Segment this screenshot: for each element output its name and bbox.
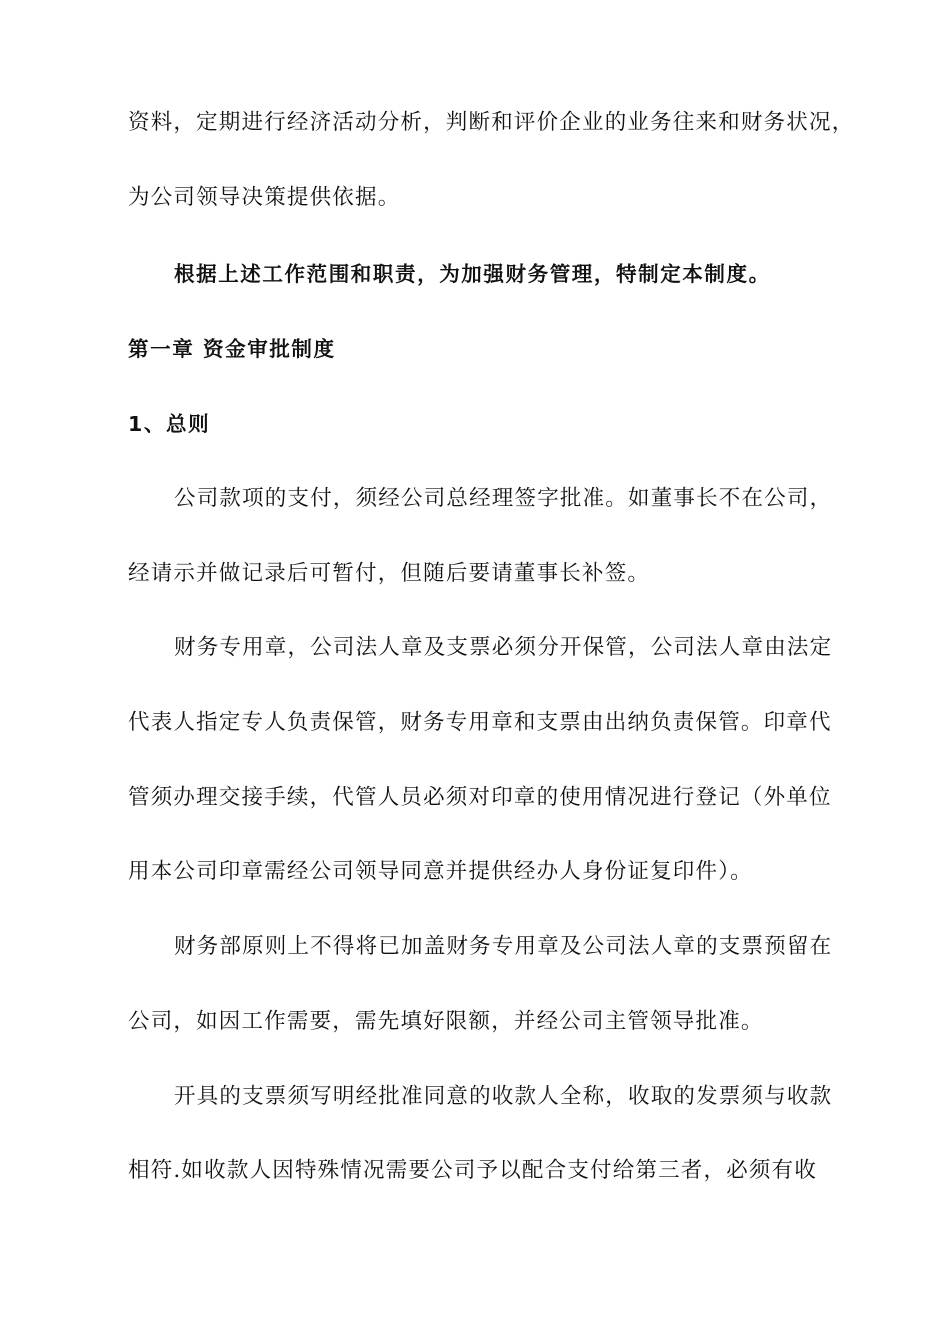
- paragraph-line: 公司，如因工作需要，需先填好限额，并经公司主管领导批准。: [128, 1009, 764, 1034]
- paragraph-line: 相符.如收款人因特殊情况需要公司予以配合支付给第三者，必须有收: [128, 1158, 818, 1183]
- paragraph-line: 财务部原则上不得将已加盖财务专用章及公司法人章的支票预留在: [174, 934, 833, 959]
- chapter-heading: 第一章 资金审批制度: [128, 337, 336, 361]
- paragraph-line: 为公司领导决策提供依据。: [128, 185, 401, 210]
- paragraph-line: 资料，定期进行经济活动分析，判断和评价企业的业务往来和财务状况，: [128, 110, 855, 135]
- paragraph-line: 开具的支票须写明经批准同意的收款人全称，收取的发票须与收款: [174, 1084, 833, 1109]
- paragraph-line: 代表人指定专人负责保管，财务专用章和支票由出纳负责保管。印章代: [128, 710, 832, 735]
- paragraph-line: 公司款项的支付，须经公司总经理签字批准。如董事长不在公司，: [174, 486, 833, 511]
- paragraph-line: 财务专用章，公司法人章及支票必须分开保管，公司法人章由法定: [174, 635, 833, 660]
- section-heading: 1、总则: [128, 412, 211, 436]
- paragraph-line: 经请示并做记录后可暂付，但随后要请董事长补签。: [128, 561, 651, 586]
- paragraph-line: 用本公司印章需经公司领导同意并提供经办人身份证复印件）。: [128, 859, 753, 884]
- paragraph-line: 管须办理交接手续，代管人员必须对印章的使用情况进行登记（外单位: [128, 785, 832, 810]
- statement-heading: 根据上述工作范围和职责，为加强财务管理，特制定本制度。: [174, 262, 771, 286]
